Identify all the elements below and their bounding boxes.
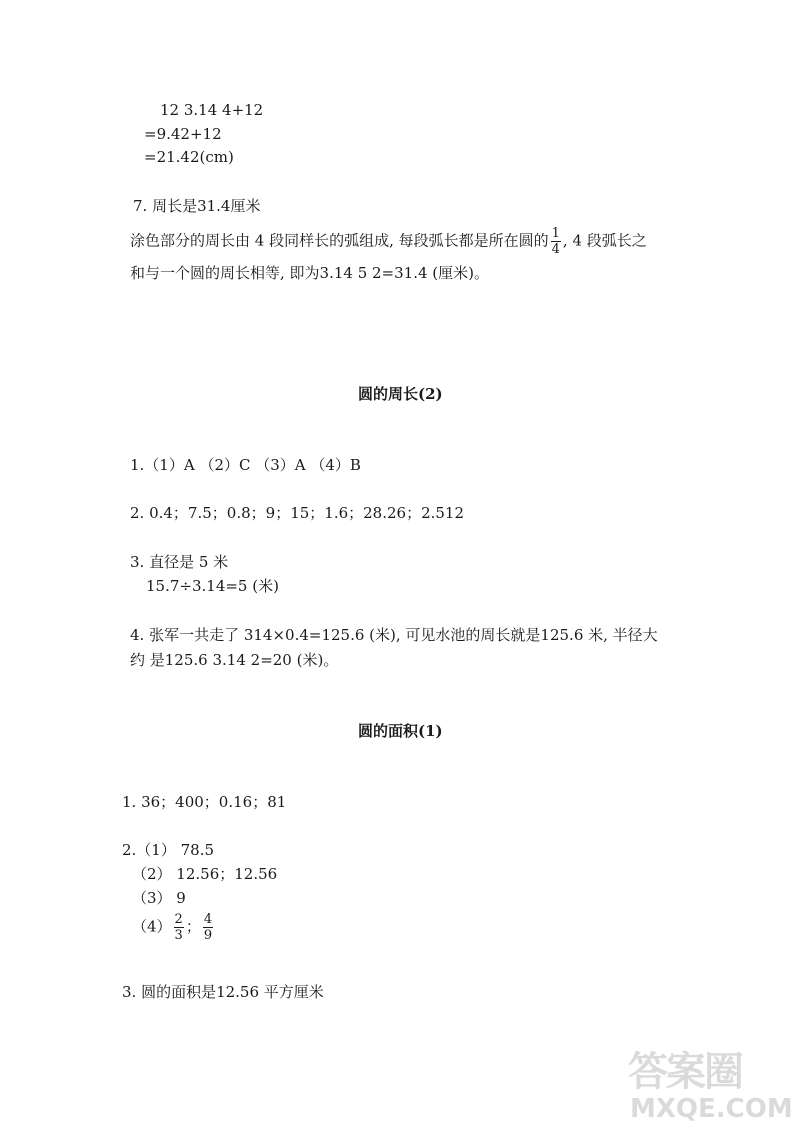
perimeter-q3-line-2: 15.7÷3.14=5 (米) (146, 577, 279, 595)
fraction-denominator: 4 (551, 242, 560, 257)
area-q2-line-3: （3） 9 (132, 889, 186, 907)
calc-line-1: 12 3.14 4+12 (160, 101, 264, 119)
fraction-four-ninths (203, 912, 213, 943)
perimeter-q4-line-1: 4. 张军一共走了 314×0.4=125.6 (米), 可见水池的周长就是125.6 米, 半径大 (130, 626, 658, 644)
q7-title: 7. 周长是31.4厘米 (133, 197, 261, 215)
fraction-denominator: 3 (174, 928, 183, 943)
area-q2-line-4-prefix: （4） (132, 917, 172, 936)
perimeter-q3-line-1: 3. 直径是 5 米 (130, 553, 229, 571)
perimeter-q4-line-2: 约 是125.6 3.14 2=20 (米)。 (130, 651, 339, 669)
watermark-logo-top: 答案圈 (628, 1049, 742, 1095)
fraction-one-quarter (551, 226, 561, 257)
perimeter-q2: 2. 0.4；7.5；0.8；9；15；1.6；28.26；2.512 (130, 504, 465, 522)
fraction-numerator: 4 (203, 912, 213, 927)
area-q2-line-4 (132, 912, 215, 943)
q7-explanation-line-2: 和与一个圆的周长相等, 即为3.14 5 2=31.4 (厘米)。 (130, 264, 489, 282)
fraction-numerator: 2 (174, 912, 183, 927)
fraction-two-thirds (174, 912, 184, 943)
area-q1: 1. 36；400；0.16；81 (122, 793, 287, 811)
fraction-numerator: 1 (551, 226, 560, 241)
calc-line-3: =21.42(cm) (144, 148, 234, 166)
section-heading-area-1: 圆的面积(1) (358, 722, 443, 740)
fraction-separator: ； (185, 917, 201, 936)
area-q3: 3. 圆的面积是12.56 平方厘米 (122, 983, 324, 1001)
q7-explanation-part-2: , 4 段弧长之 (562, 231, 647, 250)
area-q2-line-1: 2.（1） 78.5 (122, 841, 215, 859)
fraction-denominator: 9 (203, 928, 213, 943)
area-q2-line-2: （2） 12.56；12.56 (132, 865, 278, 883)
watermark-logo-bottom: MXQE.COM (630, 1094, 793, 1124)
calc-line-2: =9.42+12 (144, 125, 222, 143)
q7-explanation-part-1: 涂色部分的周长由 4 段同样长的弧组成, 每段弧长都是所在圆的 (130, 231, 549, 250)
q7-explanation-line-1 (130, 226, 647, 257)
perimeter-q1: 1.（1）A （2）C （3）A （4）B (130, 456, 361, 474)
section-heading-perimeter-2: 圆的周长(2) (358, 385, 443, 403)
